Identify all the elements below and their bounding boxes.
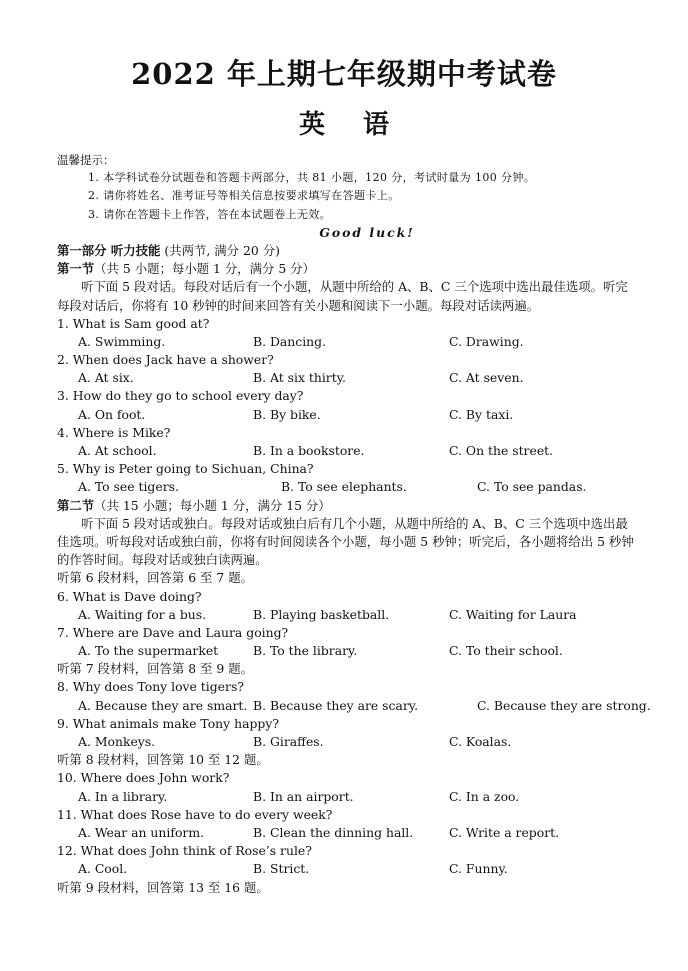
- option-c: C. On the street.: [449, 443, 554, 459]
- option-c: C. Koalas.: [449, 734, 512, 750]
- group-label-8: 听第 8 段材料，回答第 10 至 12 题。: [57, 752, 269, 768]
- options-5: [57, 478, 637, 496]
- option-c: C. At seven.: [449, 370, 524, 386]
- section1-instructions: 听下面 5 段对话。每段对话后有一个小题，从题中所给的 A、B、C 三个选项中选出最佳选项。听完每段对话后，你将有 10 秒钟的时间来回答有关小题和阅读下一小题。每段对话读两遍。: [57, 279, 628, 313]
- option-b: B. Giraffes.: [253, 734, 324, 750]
- exam-subject: 英语: [298, 110, 427, 140]
- group-label-7: 听第 7 段材料，回答第 8 至 9 题。: [57, 661, 253, 677]
- section2-title: 第二节: [57, 497, 95, 513]
- option-a: A. At six.: [78, 370, 134, 386]
- question-8: 8. Why does Tony love tigers?: [57, 679, 244, 695]
- question-9: 9. What animals make Tony happy?: [57, 715, 279, 731]
- option-b: B. Because they are scary.: [253, 697, 419, 713]
- options-1: [57, 333, 637, 351]
- options-12: [57, 860, 637, 878]
- option-b: B. To see elephants.: [281, 479, 407, 495]
- section1-title: 第一节: [57, 261, 95, 277]
- section2-heading: [57, 497, 637, 515]
- option-c: C. Drawing.: [449, 333, 524, 349]
- good-luck: Good luck!: [319, 224, 415, 240]
- notice-item-3: 3. 请你在答题卡上作答，答在本试题卷上无效。: [88, 207, 332, 221]
- option-a: A. In a library.: [78, 788, 168, 804]
- option-a: A. Waiting for a bus.: [78, 606, 207, 622]
- section1-heading: [57, 260, 637, 278]
- question-4: 4. Where is Mike?: [57, 424, 171, 440]
- option-c: C. By taxi.: [449, 406, 514, 422]
- options-11: [57, 824, 637, 842]
- question-2: 2. When does Jack have a shower?: [57, 352, 274, 368]
- option-c: C. Funny.: [449, 861, 508, 877]
- exam-content: [57, 151, 651, 897]
- section2-instructions: 听下面 5 段对话或独白。每段对话或独白后有几个小题，从题中所给的 A、B、C 三个选项中选出最佳选项。听每段对话或独白前，你将有时间阅读各个小题，每小题 5 秒钟；听完后，各小题将给出 5 秒钟的作答时间。每段对话或独白读两遍。: [57, 515, 634, 568]
- option-a: A. On foot.: [78, 406, 146, 422]
- group-label-9: 听第 9 段材料，回答第 13 至 16 题。: [57, 879, 269, 895]
- option-a: A. To the supermarket: [78, 643, 219, 659]
- option-b: B. To the library.: [253, 643, 358, 659]
- question-7: 7. Where are Dave and Laura going?: [57, 624, 289, 640]
- options-6: [57, 606, 637, 624]
- options-9: [57, 733, 637, 751]
- option-c: C. Write a report.: [449, 824, 560, 840]
- option-b: B. Playing basketball.: [253, 606, 390, 622]
- question-3: 3. How do they go to school every day?: [57, 388, 304, 404]
- group-label-6: 听第 6 段材料，回答第 6 至 7 题。: [57, 570, 253, 586]
- options-10: [57, 788, 637, 806]
- notice-item-2: 2. 请你将姓名、准考证号等相关信息按要求填写在答题卡上。: [88, 189, 400, 203]
- options-2: [57, 369, 637, 387]
- option-b: B. In an airport.: [253, 788, 354, 804]
- option-b: B. Dancing.: [253, 333, 327, 349]
- question-6: 6. What is Dave doing?: [57, 588, 202, 604]
- option-b: B. In a bookstore.: [253, 443, 365, 459]
- part1-note: (共两节, 满分 20 分): [164, 242, 280, 258]
- option-a: A. Cool.: [78, 861, 128, 877]
- question-11: 11. What does Rose have to do every week?: [57, 806, 333, 822]
- options-7: [57, 642, 637, 660]
- options-8: [57, 697, 651, 715]
- option-a: A. Monkeys.: [78, 734, 156, 750]
- notice-heading: 温馨提示：: [57, 153, 115, 167]
- section2-note: （共 15 小题；每小题 1 分，满分 15 分）: [94, 497, 331, 513]
- option-b: B. Clean the dinning hall.: [253, 824, 414, 840]
- options-3: [57, 406, 637, 424]
- part1-heading: [57, 242, 637, 260]
- notice-item-1: 1. 本学科试卷分试题卷和答题卡两部分，共 81 小题，120 分，考试时量为 100 分钟。: [88, 171, 536, 185]
- part1-title: 第一部分 听力技能: [57, 242, 161, 258]
- question-10: 10. Where does John work?: [57, 770, 230, 786]
- option-a: A. Swimming.: [78, 333, 166, 349]
- question-1: 1. What is Sam good at?: [57, 315, 210, 331]
- option-c: C. Waiting for Laura: [449, 606, 577, 622]
- option-a: A. Because they are smart.: [78, 697, 248, 713]
- exam-title: 2022 年上期七年级期中考试卷: [131, 57, 557, 91]
- section1-note: （共 5 小题；每小题 1 分，满分 5 分）: [94, 261, 315, 277]
- question-12: 12. What does John think of Rose’s rule?: [57, 843, 312, 859]
- option-a: A. Wear an uniform.: [78, 824, 205, 840]
- option-a: A. At school.: [78, 443, 157, 459]
- option-c: C. In a zoo.: [449, 788, 520, 804]
- option-b: B. Strict.: [253, 861, 310, 877]
- options-4: [57, 442, 637, 460]
- option-b: B. By bike.: [253, 406, 321, 422]
- option-a: A. To see tigers.: [78, 479, 179, 495]
- option-b: B. At six thirty.: [253, 370, 346, 386]
- option-c: C. To their school.: [449, 643, 563, 659]
- option-c: C. Because they are strong.: [477, 697, 651, 713]
- option-c: C. To see pandas.: [477, 479, 587, 495]
- question-5: 5. Why is Peter going to Sichuan, China?: [57, 461, 314, 477]
